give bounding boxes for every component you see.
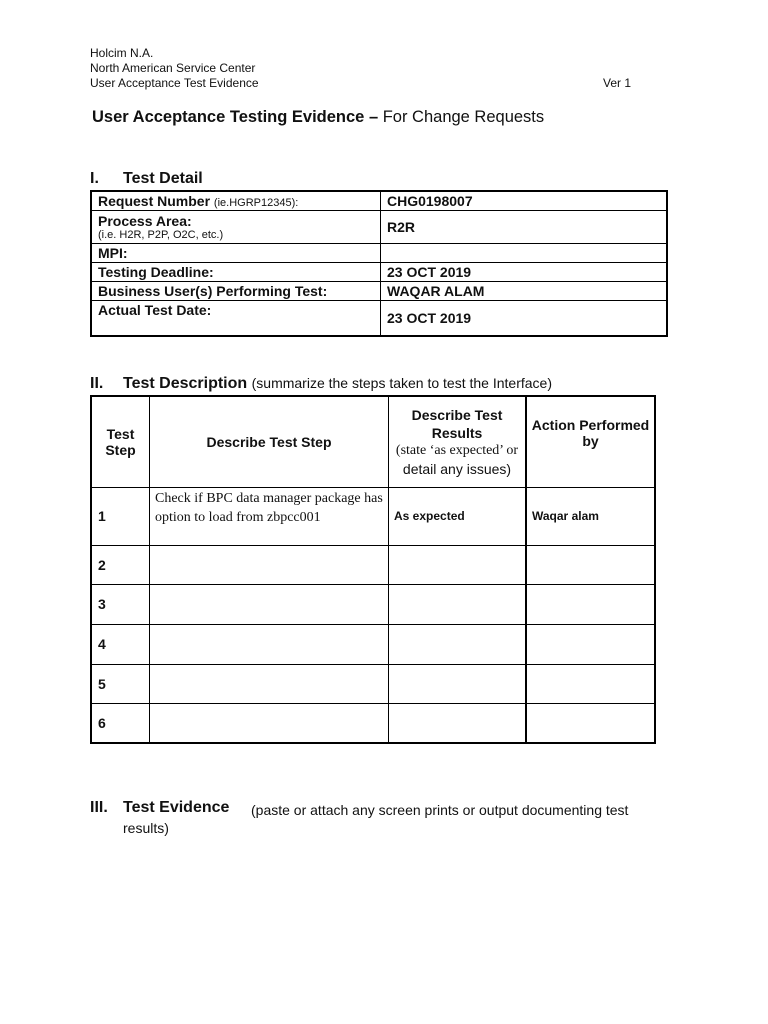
step-description [150,584,389,624]
step-result [389,624,527,664]
step-number: 1 [91,487,150,545]
results-header-bold: Describe Test Results [411,406,503,441]
detail-row-mpi [91,243,667,262]
step-result [389,664,527,703]
detail-label: MPI: [91,243,381,262]
detail-value: 23 OCT 2019 [381,300,668,336]
section-test-description-heading [90,375,552,393]
detail-value: CHG0198007 [381,191,668,210]
detail-label: Testing Deadline: [91,262,381,281]
step-number: 4 [91,624,150,664]
step-performed-by [526,624,655,664]
step-performed-by [526,584,655,624]
detail-label-sub: (i.e. H2R, P2P, O2C, etc.) [98,228,224,241]
step-performed-by [526,545,655,584]
section-number: I. [90,170,99,187]
step-description [150,624,389,664]
step-performed-by: Waqar alam [526,487,655,545]
step-description [150,664,389,703]
detail-value: 23 OCT 2019 [381,262,668,281]
test-detail-table [90,190,668,337]
step-result: As expected [389,487,527,545]
table-header-row [91,396,655,487]
table-row [91,703,655,743]
detail-row-process-area [91,210,667,243]
detail-value [381,243,668,262]
section-title: Test Detail [123,170,203,187]
document-type: User Acceptance Test Evidence [90,76,259,90]
page-title [92,108,544,127]
step-description [150,703,389,743]
title-bold: User Acceptance Testing Evidence – [92,108,379,126]
step-result [389,584,527,624]
title-rest: For Change Requests [382,108,545,126]
step-number: 2 [91,545,150,584]
results-header-note2: detail any issues) [402,460,512,477]
detail-row-business-users [91,281,667,300]
table-row [91,545,655,584]
detail-label: Request Number (ie.HGRP12345): [91,191,381,210]
column-header-describe-step: Describe Test Step [150,396,389,487]
section-number: III. [90,799,108,816]
detail-row-testing-deadline [91,262,667,281]
step-result [389,545,527,584]
company-name: Holcim N.A. [90,46,154,60]
step-description [150,545,389,584]
column-header-results [389,396,527,487]
section-number: II. [90,375,104,392]
step-performed-by [526,703,655,743]
section-test-detail-heading [90,170,203,188]
test-description-table [90,395,656,744]
step-number: 3 [91,584,150,624]
step-performed-by [526,664,655,703]
step-number: 6 [91,703,150,743]
detail-label-note: (ie.HGRP12345): [213,196,299,209]
table-row [91,624,655,664]
step-result [389,703,527,743]
detail-label: Business User(s) Performing Test: [91,281,381,300]
detail-row-actual-test-date [91,300,667,336]
version-label: Ver 1 [603,76,632,90]
column-header-action: Action Performed by [526,396,655,487]
section-note: (summarize the steps taken to test the Interface) [251,375,552,391]
step-number: 5 [91,664,150,703]
column-header-test-step: Test Step [91,396,150,487]
detail-label: Actual Test Date: [91,300,381,336]
table-row [91,487,655,545]
table-row [91,664,655,703]
service-center: North American Service Center [90,61,256,75]
step-description: Check if BPC data manager package has option to load from zbpcc001 [150,487,389,545]
results-header-note: (state ‘as expected’ or [395,442,519,458]
detail-value: WAQAR ALAM [381,281,668,300]
section-note: (paste or attach any screen prints or output documenting test results) [123,802,629,836]
table-row [91,584,655,624]
section-title: Test Evidence [123,799,230,816]
detail-value: R2R [381,210,668,243]
detail-label: Process Area: (i.e. H2R, P2P, O2C, etc.) [91,210,381,243]
section-title: Test Description [123,375,248,392]
detail-row-request-number [91,191,667,210]
